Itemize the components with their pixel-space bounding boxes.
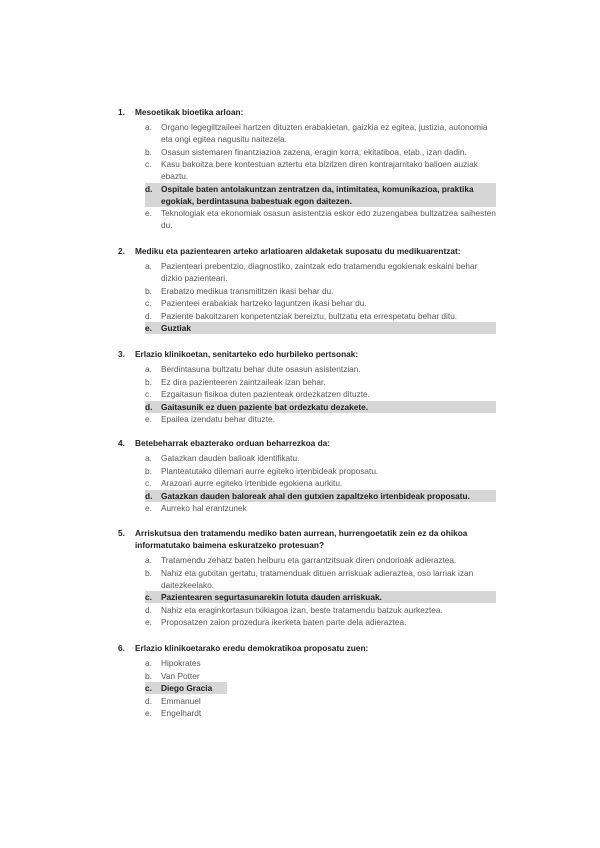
question-1: [118, 106, 496, 232]
option-letter: b.: [145, 376, 152, 387]
option-letter: e.: [145, 208, 152, 218]
question-number: 1.: [118, 107, 125, 117]
option-a: [145, 121, 496, 145]
option-text: Pazienteari prebentzio, diagnostiko, zaintzak edo tratamendu egokienak eskaini behar dizkio pazienteari.: [161, 261, 478, 283]
option-text: Organo legegiltzaileei hartzen dituzten erabakietan, gaizkia ez egitea, justizia, autonomia eta ongi egitea nagusitu naitezela.: [161, 122, 488, 144]
option-letter: b.: [145, 465, 152, 476]
option-text: Arazoari aurre egiteko irtenbide egokiena aurkitu.: [161, 478, 343, 488]
question-text: Betebeharrak ebazterako orduan beharrezkoa da:: [135, 438, 331, 448]
option-letter: e.: [145, 503, 152, 513]
option-list: [118, 121, 496, 231]
option-letter: e.: [145, 323, 152, 333]
option-b: [145, 285, 496, 297]
question-heading: [118, 106, 496, 118]
option-list: [118, 260, 496, 334]
option-a: [145, 363, 496, 375]
option-text: Van Potter: [161, 670, 200, 681]
option-a: [145, 657, 496, 669]
option-e: [145, 707, 496, 719]
question-number: 3.: [118, 349, 125, 359]
option-text: Guztiak: [161, 323, 191, 333]
option-letter: e.: [145, 708, 152, 718]
question-text: Erlazio klinikoetarako eredu demokratikoa proposatu zuen:: [135, 643, 369, 653]
option-d-correct: [145, 183, 496, 207]
option-letter: e.: [145, 617, 152, 627]
option-e: [145, 207, 496, 231]
option-letter: d.: [145, 183, 153, 194]
option-letter: a.: [145, 555, 152, 565]
question-4: [118, 437, 496, 515]
question-text: Erlazio klinikoetan, senitarteko edo hurbileko pertsonak:: [135, 349, 359, 359]
option-a: [145, 452, 496, 464]
option-text: Diego Gracia: [161, 683, 213, 693]
question-2: [118, 245, 496, 335]
option-text: Kasu bakoitza bere kontestuan aztertu eta bizitzen diren kontrajarritako balioen auziak ebaztu.: [161, 159, 478, 181]
option-text: Nahiz eta gutxitan gertatu, tratamenduak dituen arriskuak adieraztea, oso larriak izan daitezkeelako.: [161, 567, 474, 590]
option-b: [145, 465, 496, 477]
question-heading: [118, 527, 496, 551]
option-text: Gatazkan dauden balioak identifikatu.: [161, 453, 300, 463]
option-letter: d.: [145, 490, 153, 501]
question-text: Mesoetikak bioetika arloan:: [135, 107, 244, 117]
option-letter: d.: [145, 604, 152, 615]
option-letter: b.: [145, 146, 152, 157]
option-d-correct: [145, 490, 496, 502]
option-c: [145, 297, 496, 309]
option-text: Aurreko hal erantzunek: [161, 503, 247, 513]
option-d: [145, 310, 496, 322]
option-letter: b.: [145, 567, 152, 578]
question-6: [118, 642, 496, 720]
option-b: [145, 567, 496, 591]
question-5: [118, 527, 496, 629]
option-text: Ez dira pazienteeren zaintzaileak izan behar.: [161, 376, 326, 387]
option-letter: c.: [145, 683, 152, 693]
option-c-correct: [145, 682, 227, 694]
option-c: [145, 477, 496, 489]
option-text: Hipokrates: [161, 658, 201, 668]
option-e: [145, 502, 496, 514]
option-text: Engelhardt: [161, 708, 202, 718]
option-a: [145, 260, 496, 284]
question-heading: [118, 642, 496, 654]
question-text: Mediku eta pazientearen arteko arlatioaren aldaketak suposatu du medikuarentzat:: [135, 246, 461, 256]
question-number: 2.: [118, 246, 125, 256]
option-letter: e.: [145, 414, 152, 424]
option-letter: b.: [145, 670, 152, 681]
option-letter: a.: [145, 658, 152, 668]
option-text: Tratamendu zehatz baten helburu eta garrantzitsuak diren ondorioak adieraztea.: [161, 555, 457, 565]
option-letter: a.: [145, 364, 152, 374]
option-letter: c.: [145, 592, 152, 602]
option-a: [145, 554, 496, 566]
option-text: Pazientearen segurtasunarekin lotuta dauden arriskuak.: [161, 592, 382, 602]
option-text: Teknologiak eta ekonomiak osasun asistentzia eskor edo zuzengabea bultzatzea saihesten du.: [161, 208, 496, 230]
option-text: Paziente bakoitzaren konpetentziak bereiztu, bultzatu eta errespetatu behar ditu.: [161, 310, 458, 321]
question-heading: [118, 437, 496, 449]
option-b: [145, 670, 496, 682]
option-b: [145, 376, 496, 388]
option-letter: d.: [145, 695, 152, 706]
option-text: Planteatutako dilemari aurre egiteko irtenbideak proposatu.: [161, 465, 379, 476]
option-text: Ezgaitasun fisikoa duten pazienteak ordezkatzen dituzte.: [161, 389, 370, 399]
option-text: Nahiz eta eraginkortasun txikiagoa izan, beste tratamendu batzuk aurkeztea.: [161, 604, 443, 615]
question-heading: [118, 245, 496, 257]
option-text: Epailea izendatu behar dituzte.: [161, 414, 275, 424]
option-c-correct: [145, 591, 496, 603]
option-text: Gatazkan dauden baloreak ahal den gutxien zapaltzeko irtenbideak proposatu.: [161, 490, 470, 501]
question-number: 6.: [118, 643, 125, 653]
option-letter: a.: [145, 261, 152, 271]
question-number: 5.: [118, 528, 125, 538]
question-text: Arriskutsua den tratamendu mediko baten aurrean, hurrengoetatik zein ez da ohikoa informatutako baimena eskuratzeko protesuan?: [135, 528, 468, 550]
option-e: [145, 413, 496, 425]
option-letter: c.: [145, 159, 152, 169]
option-d: [145, 604, 496, 616]
option-list: [118, 452, 496, 514]
option-letter: b.: [145, 285, 152, 296]
option-e: [145, 616, 496, 628]
option-letter: c.: [145, 298, 152, 308]
option-list: [118, 363, 496, 425]
option-letter: a.: [145, 122, 152, 132]
option-letter: c.: [145, 478, 152, 488]
option-letter: d.: [145, 401, 153, 412]
option-letter: c.: [145, 389, 152, 399]
option-text: Osasun sistemaren finantziazioa zazena, eragin korra, ekitatiboa, etab., izan dadin.: [161, 146, 467, 157]
option-e-correct: [145, 322, 496, 334]
option-text: Emmanuel: [161, 695, 201, 706]
option-list: [118, 657, 496, 719]
option-text: Gaitasunik ez duen paziente bat ordezkatu dezakete.: [161, 401, 369, 412]
option-d: [145, 695, 496, 707]
option-letter: a.: [145, 453, 152, 463]
option-d-correct: [145, 401, 496, 413]
option-b: [145, 146, 496, 158]
question-heading: [118, 348, 496, 360]
question-number: 4.: [118, 438, 125, 448]
option-text: Ospitale baten antolakuntzan zentratzen da, intimitatea, komunikazioa, praktika egokiak, berdintasuna babestuak egon daitezen.: [161, 183, 474, 206]
question-3: [118, 348, 496, 426]
option-letter: d.: [145, 310, 152, 321]
option-c: [145, 158, 496, 182]
option-text: Berdintasuna bultzatu behar dute osasun asistentzian.: [161, 364, 361, 374]
option-text: Pazienteei erabakiak hartzeko laguntzen ikasi behar du.: [161, 298, 367, 308]
option-c: [145, 388, 496, 400]
option-list: [118, 554, 496, 628]
option-text: Proposatzen zaion prozedura ikerketa baten parte dela adieraztea.: [161, 617, 407, 627]
option-text: Erabatzo medikua transmititzen ikasi behar du.: [161, 285, 334, 296]
